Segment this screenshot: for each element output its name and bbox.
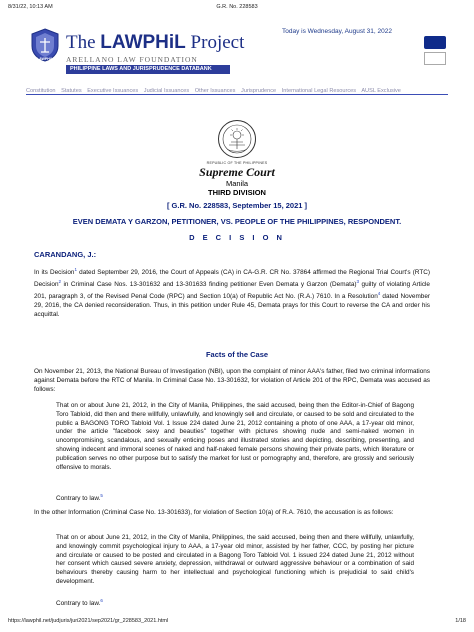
paragraph-facts: On November 21, 2013, the National Bureau of Investigation (NBI), upon the complaint of minor AAA's father, filed two criminal informations against Demata before the RTC of Manila. In Criminal Case No. 13-301632, for violation of Article 201 of the RPC, Demata was accused as follows: bbox=[34, 368, 430, 393]
p1-text-d: guilty of violating Article 201, paragraph 3, of the Revised Penal Code (RPC) and Section 10(a) of Republic Act No. (R.A.) 7610. In a Resolution bbox=[34, 281, 430, 300]
c1-text: Contrary to law. bbox=[56, 495, 101, 503]
case-parties: EVEN DEMATA Y GARZON, PETITIONER, VS. PEOPLE OF THE PHILIPPINES, RESPONDENT. bbox=[72, 217, 402, 226]
nav-divider bbox=[26, 94, 448, 95]
court-city: Manila bbox=[225, 179, 249, 188]
site-title-bold: LAWPHiL bbox=[100, 32, 186, 53]
site-subtitle: ARELLANO LAW FOUNDATION bbox=[66, 55, 198, 64]
court-division: THIRD DIVISION bbox=[208, 188, 266, 197]
site-title[interactable] bbox=[66, 32, 244, 54]
header-blue-button[interactable] bbox=[424, 36, 446, 49]
footnote-link-3[interactable]: 3 bbox=[356, 278, 360, 284]
supreme-court-seal-icon bbox=[217, 119, 257, 159]
site-title-suffix: Project bbox=[185, 32, 245, 53]
print-page-number: 1/18 bbox=[455, 618, 466, 624]
today-date: Today is Wednesday, August 31, 2022 bbox=[282, 28, 392, 35]
site-title-prefix: The bbox=[66, 32, 101, 53]
court-name: Supreme Court bbox=[199, 165, 275, 179]
nav-item-executive-issuances[interactable]: Executive Issuances bbox=[87, 88, 139, 94]
footnote-link-5[interactable]: 5 bbox=[100, 493, 103, 498]
footnote-link-2[interactable]: 2 bbox=[58, 278, 62, 284]
seal-caption: REPUBLIC OF THE PHILIPPINES bbox=[206, 161, 268, 165]
nav-item-international-legal-resources[interactable]: International Legal Resources bbox=[281, 88, 357, 94]
nav-item-judicial-issuances[interactable]: Judicial Issuances bbox=[143, 88, 190, 94]
p1-text-c: in Criminal Case Nos. 13-301632 and 13-301633 finding petitioner Even Demata y Garzon (Demata) bbox=[61, 281, 357, 289]
case-number: [ G.R. No. 228583, September 15, 2021 ] bbox=[166, 201, 308, 210]
print-datetime: 8/31/22, 10:13 AM bbox=[8, 4, 53, 10]
nav-item-jurisprudence[interactable]: Jurisprudence bbox=[241, 88, 277, 94]
footnote-link-6[interactable]: 6 bbox=[100, 598, 103, 603]
paragraph-intro bbox=[34, 266, 430, 319]
nav-item-statutes[interactable]: Statutes bbox=[61, 88, 82, 94]
quote-information-1: That on or about June 21, 2012, in the City of Manila, Philippines, the said accused, being then the Editor-in-Chief of Bagong Toro Tabloid, did then and there willfully, unlawfully, and knowingly sell and circulate, or caused to be sold and circulated to the public a BAGONG TORO Tabloid Vol. 1 Issue 224 dated June 21, 2012 containing a photo of one AAA, a 17-year old minor, under the article "facebook sexy and beauties" together with pictures showing nude and semi-naked women in uncompromising, scandalous, and sexually enticing poses and illustrated stories and depicting, describing, presenting, and showing indecent and immoral scenes of naked and half-naked female persons showing their private parts, which literature or publication serves no other purpose but to satisfy the market for lust or pornography and, therefore, are grossly and seriously offensive to morals. bbox=[56, 402, 414, 471]
contrary-to-law-1 bbox=[56, 492, 414, 504]
site-strip: PHILIPPINE LAWS AND JURISPRUDENCE DATABANK bbox=[66, 65, 230, 74]
p1-text-a: In its Decision bbox=[34, 269, 75, 277]
decision-title: D E C I S I O N bbox=[189, 233, 285, 242]
print-header bbox=[8, 4, 466, 14]
print-page-title: G.R. No. 228583 bbox=[216, 4, 258, 10]
nav-item-constitution[interactable]: Constitution bbox=[26, 88, 56, 94]
facts-heading: Facts of the Case bbox=[205, 350, 269, 359]
ponente: CARANDANG, J.: bbox=[34, 250, 97, 259]
nav-item-ausl-exclusive[interactable]: AUSL Exclusive bbox=[361, 88, 401, 94]
site-header bbox=[0, 18, 474, 100]
header-white-button[interactable] bbox=[424, 52, 446, 65]
p1-text-b: dated September 29, 2016, the Court of Appeals (CA) in CA-G.R. CR No. 37864 affirmed the Regional Trial Court's (RTC) Decision bbox=[34, 269, 431, 289]
c2-text: Contrary to law. bbox=[56, 600, 101, 608]
p1-text-e: dated November 29, 2016, the CA denied reconsideration. Thus, in this petition under Rule 45, Demata prays for this Court to reverse the CA and order his acquittal. bbox=[34, 292, 431, 318]
footnote-link-4[interactable]: 4 bbox=[377, 290, 381, 296]
badge-text: LAWPHiL bbox=[36, 57, 54, 61]
nav-item-other-issuances[interactable]: Other Issuances bbox=[194, 88, 236, 94]
contrary-to-law-2 bbox=[56, 597, 414, 609]
print-footer bbox=[8, 618, 466, 628]
paragraph-other-information: In the other Information (Criminal Case No. 13-301633), for violation of Section 10(a) of R.A. 7610, the accusation is as follows: bbox=[34, 509, 394, 516]
footnote-link-1[interactable]: 1 bbox=[74, 267, 78, 272]
quote-information-2: That on or about June 21, 2012, in the City of Manila, Philippines, the said accused, being then and there willfully, unlawfully, and knowingly commit psychological injury to AAA, a 17-year old minor, assisted by her father, CCC, by posting her picture and circulate or caused to be posted and circulated in a Bagong Toro Tabloid Vol. 1 issued 224 dated June 21, 2012 without her consent which caused severe anxiety, depression, withdrawal or outward aggressive behaviour or a combination of said behaviours thereby causing harm to her intellectual and psychological functioning which is prejudicial to said child's development. bbox=[56, 534, 414, 585]
lawphil-badge-icon[interactable] bbox=[30, 28, 60, 62]
print-url[interactable]: https://lawphil.net/judjuris/juri2021/sep2021/gr_228583_2021.html bbox=[8, 618, 169, 624]
